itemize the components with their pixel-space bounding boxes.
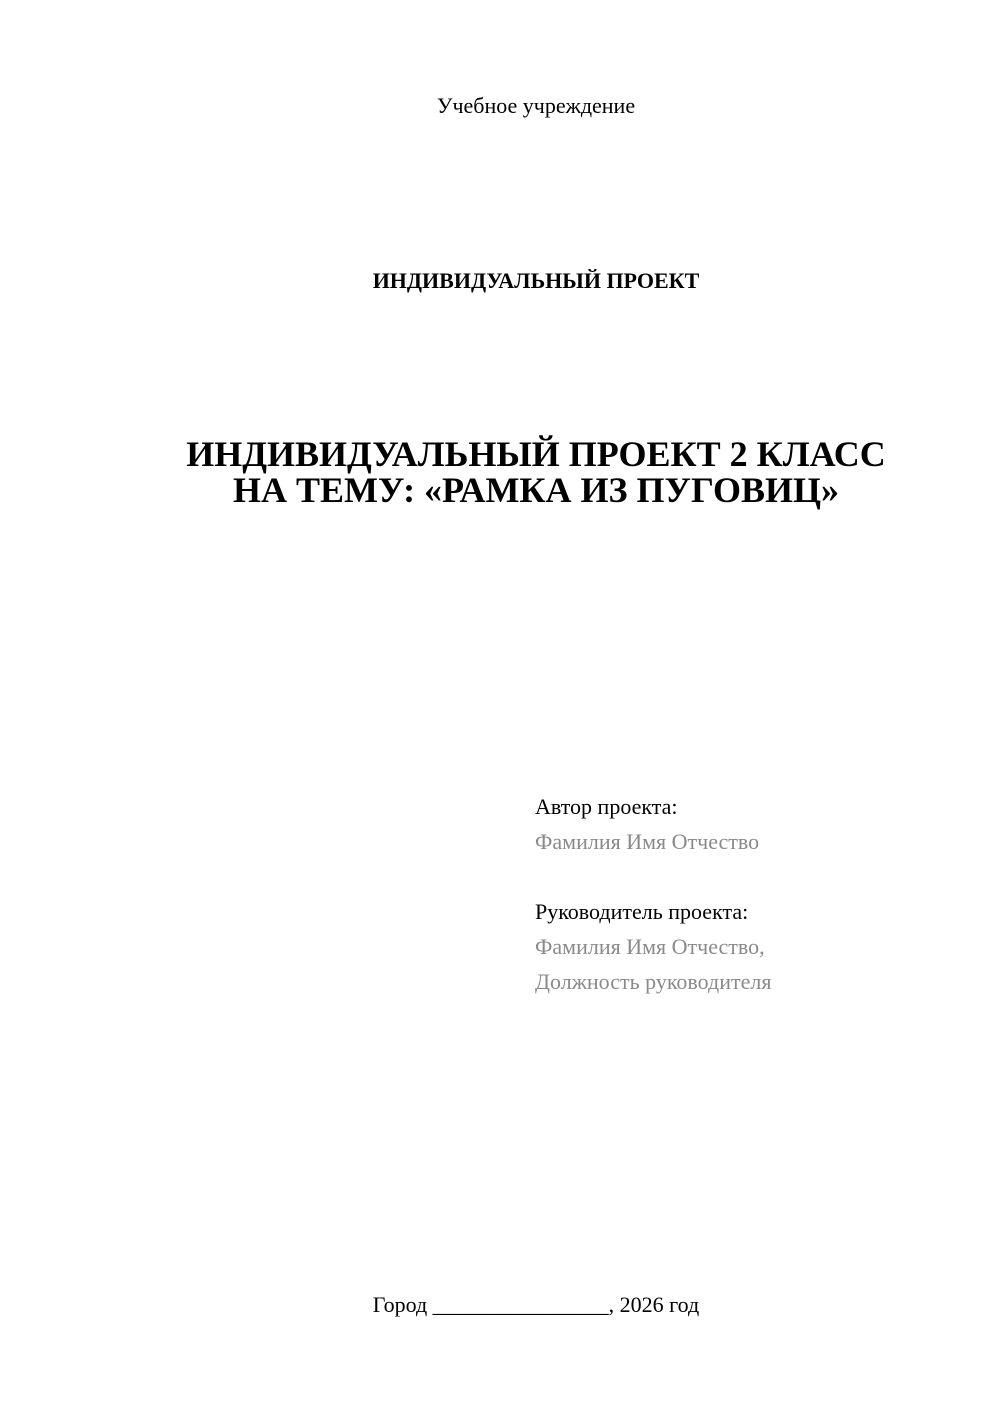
supervisor-label: Руководитель проекта: xyxy=(535,899,749,924)
author-name: Фамилия Имя Отчество xyxy=(535,829,760,854)
supervisor-position: Должность руководителя xyxy=(535,969,772,994)
author-label: Автор проекта: xyxy=(535,794,678,819)
project-title-line-2: НА ТЕМУ: «РАМКА ИЗ ПУГОВИЦ» xyxy=(233,470,839,510)
credits-spacer xyxy=(535,859,975,894)
institution-name: Учебное учреждение xyxy=(436,93,636,118)
project-title xyxy=(100,436,972,508)
document-type-heading: ИНДИВИДУАЛЬНЫЙ ПРОЕКТ xyxy=(372,268,700,293)
credits-block xyxy=(535,789,975,999)
city-year-footer: Город ________________, 2026 год xyxy=(372,1292,700,1317)
project-title-line-1: ИНДИВИДУАЛЬНЫЙ ПРОЕКТ 2 КЛАСС xyxy=(186,434,886,474)
supervisor-name: Фамилия Имя Отчество, xyxy=(535,934,765,959)
